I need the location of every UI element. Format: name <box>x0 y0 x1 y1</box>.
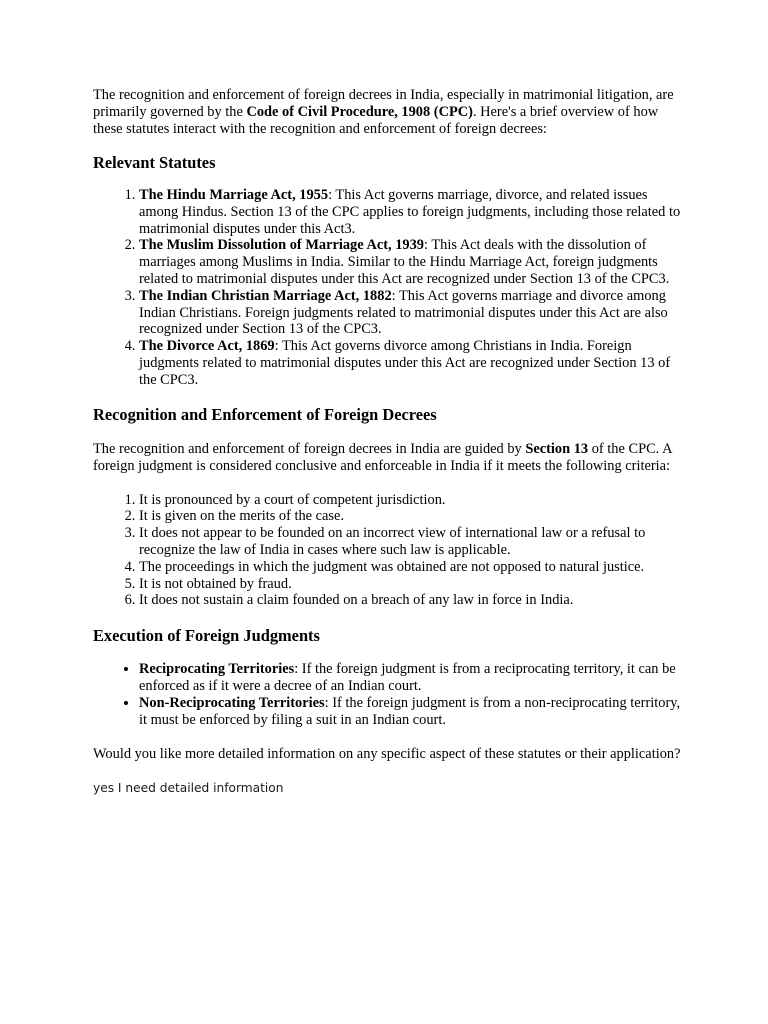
closing-question: Would you like more detailed information on any specific aspect of these statutes or their application? <box>93 746 681 763</box>
statute-title: The Hindu Marriage Act, 1955 <box>139 187 329 203</box>
statute-title: The Divorce Act, 1869 <box>139 338 275 355</box>
statute-text: : This Act governs marriage and divorce among Indian Christians. Foreign judgments related to matrimonial disputes under this Act are also recognized under Section 13 of the CPC3. <box>139 287 668 338</box>
criteria-item: 4. The proceedings in which the judgment was obtained are not opposed to natural justice. <box>139 559 688 576</box>
criteria-item: 6. It does not sustain a claim founded on a breach of any law in force in India. <box>139 592 688 609</box>
statute-item <box>139 338 688 388</box>
execution-title: Reciprocating Territories <box>139 661 295 678</box>
recognition-text-1: The recognition and enforcement of foreign decrees in India are guided by <box>93 440 526 457</box>
recognition-section-bold: Section 13 <box>525 440 589 457</box>
statute-item <box>139 237 688 287</box>
criteria-list <box>93 492 688 610</box>
intro-text-1: The recognition and enforcement of foreign decrees in India, especially in matrimonial litigation, are primarily governed by the <box>93 87 674 120</box>
statute-text: : This Act governs divorce among Christians in India. Foreign judgments related to matrimonial disputes under this Act are recognized under Section 13 of the CPC3. <box>139 338 671 388</box>
criteria-item: 1. It is pronounced by a court of competent jurisdiction. <box>139 492 688 509</box>
execution-item <box>139 661 688 695</box>
statute-text: : This Act deals with the dissolution of marriages among Muslims in India. Similar to the Hindu Marriage Act, foreign judgments related to matrimonial disputes under this Act are recognized under Section 13 of the CPC3. <box>139 237 670 287</box>
execution-list <box>93 661 688 728</box>
criteria-item: 5. It is not obtained by fraud. <box>139 576 688 593</box>
intro-cpc-bold: Code of Civil Procedure, 1908 (CPC) <box>246 104 473 120</box>
statute-title: The Indian Christian Marriage Act, 1882 <box>139 287 392 304</box>
recognition-text-2: of the CPC. A foreign judgment is considered conclusive and enforceable in India if it meets the following criteria: <box>93 440 672 474</box>
recognition-paragraph <box>93 441 688 475</box>
heading-recognition: Recognition and Enforcement of Foreign Decrees <box>93 404 437 424</box>
user-reply: yes I need detailed information <box>93 781 284 796</box>
statute-item <box>139 187 688 237</box>
execution-title: Non-Reciprocating Territories <box>139 694 325 711</box>
execution-item <box>139 695 688 729</box>
criteria-item: 2. It is given on the merits of the case. <box>139 508 688 525</box>
statute-item <box>139 288 688 338</box>
statute-title: The Muslim Dissolution of Marriage Act, 1939 <box>139 237 424 254</box>
heading-relevant-statutes: Relevant Statutes <box>93 153 216 172</box>
intro-text-2: . Here's a brief overview of how these statutes interact with the recognition and enforcement of foreign decrees: <box>93 104 659 137</box>
heading-execution: Execution of Foreign Judgments <box>93 626 320 646</box>
statute-text: : This Act governs marriage, divorce, and related issues among Hindus. Section 13 of the CPC applies to foreign judgments, including those related to matrimonial disputes under this Act3. <box>139 187 681 237</box>
execution-text: : If the foreign judgment is from a reciprocating territory, it can be enforced as if it were a decree of an Indian court. <box>139 661 676 694</box>
execution-text: : If the foreign judgment is from a non-reciprocating territory, it must be enforced by filing a suit in an Indian court. <box>139 694 681 728</box>
criteria-item: 3. It does not appear to be founded on an incorrect view of international law or a refusal to recognize the law of India in cases where such law is applicable. <box>139 525 688 559</box>
statutes-list <box>93 187 688 389</box>
intro-paragraph <box>93 87 688 138</box>
